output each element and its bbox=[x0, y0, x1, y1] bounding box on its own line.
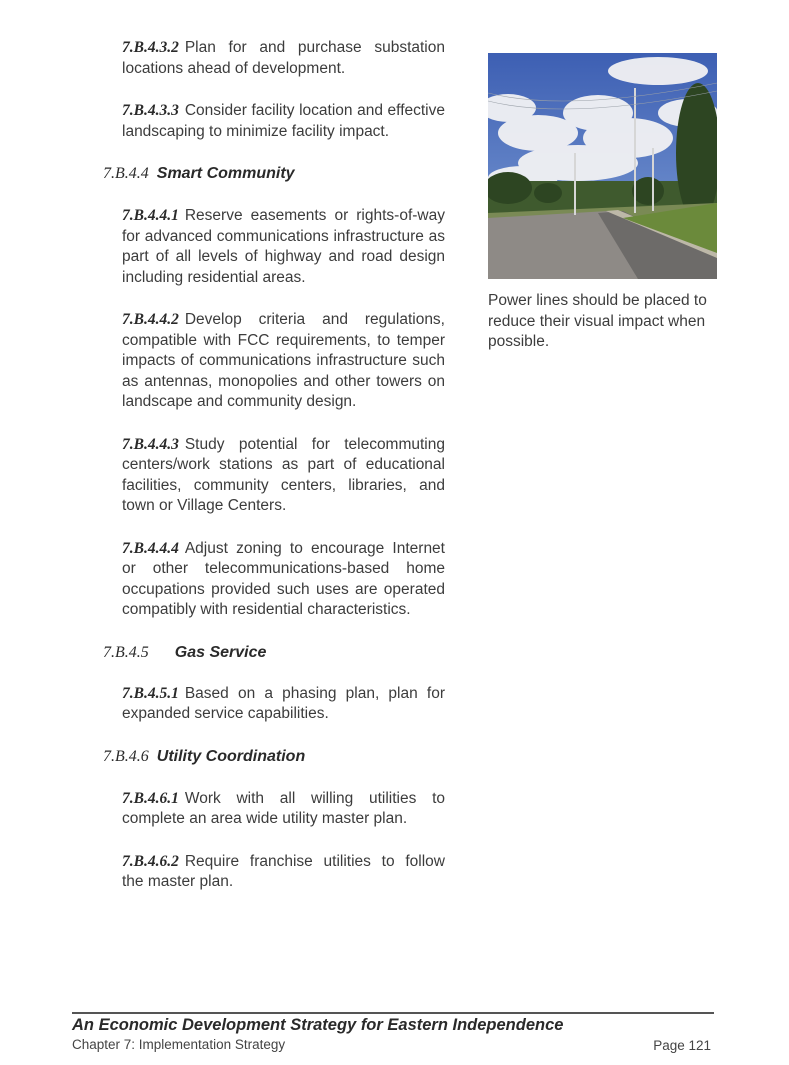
heading-utility-coordination bbox=[103, 748, 445, 766]
footer-divider bbox=[72, 1012, 714, 1014]
section-text: Based on a phasing plan, plan for expanded service capabilities. bbox=[122, 684, 445, 722]
heading-title: Utility Coordination bbox=[156, 747, 306, 765]
section-number: 7.B.4.3.3 bbox=[122, 102, 179, 119]
section-7-b-4-4-4 bbox=[122, 539, 445, 621]
section-7-b-4-6-1 bbox=[122, 789, 445, 830]
section-text: Consider facility location and effective landscaping to minimize facility impact. bbox=[122, 102, 445, 140]
street-scene-image bbox=[488, 53, 717, 279]
section-text: Study potential for telecommuting centers/work stations as part of educational facilities, community centers, libraries, and town or Village Centers. bbox=[122, 435, 445, 514]
section-number: 7.B.4.6.1 bbox=[122, 789, 179, 807]
footer-chapter: Chapter 7: Implementation Strategy bbox=[72, 1037, 286, 1052]
photo-caption: Power lines should be placed to reduce their visual impact when possible. bbox=[488, 292, 707, 350]
heading-number: 7.B.4.5 bbox=[103, 643, 149, 661]
heading-title: Smart Community bbox=[156, 165, 295, 182]
section-7-b-4-3-3 bbox=[122, 101, 445, 142]
section-7-b-4-6-2 bbox=[122, 852, 445, 893]
section-number: 7.B.4.4.1 bbox=[122, 207, 179, 224]
section-number: 7.B.4.4.4 bbox=[122, 539, 179, 557]
footer-document-title: An Economic Development Strategy for Eastern Independence bbox=[72, 1016, 564, 1034]
section-7-b-4-4-1 bbox=[122, 206, 445, 288]
heading-gas-service bbox=[103, 644, 445, 662]
section-number: 7.B.4.5.1 bbox=[122, 684, 179, 702]
section-text: Require franchise utilities to follow the master plan. bbox=[122, 852, 445, 890]
page-number: Page 121 bbox=[653, 1038, 711, 1053]
section-7-b-4-4-2 bbox=[122, 310, 445, 413]
section-number: 7.B.4.6.2 bbox=[122, 852, 179, 870]
heading-title: Gas Service bbox=[174, 643, 267, 661]
main-column bbox=[103, 38, 445, 893]
section-number: 7.B.4.3.2 bbox=[122, 39, 179, 56]
section-number: 7.B.4.4.2 bbox=[122, 311, 179, 328]
section-text: Reserve easements or rights-of-way for advanced communications infrastructure as part of all levels of highway and road design including residential areas. bbox=[122, 207, 445, 286]
section-text: Develop criteria and regulations, compatible with FCC requirements, to temper impacts of communications infrastructure such as antennas, monopolies and other towers on landscape and community design. bbox=[122, 311, 445, 410]
section-number: 7.B.4.4.3 bbox=[122, 435, 179, 453]
heading-smart-community bbox=[103, 165, 445, 183]
power-lines-photo bbox=[488, 53, 717, 279]
heading-number: 7.B.4.4 bbox=[103, 165, 149, 182]
section-7-b-4-5-1 bbox=[122, 684, 445, 725]
section-text: Adjust zoning to encourage Internet or other telecommunications-based home occupations provided such uses are operated compatibly with residential characteristics. bbox=[122, 539, 445, 618]
heading-number: 7.B.4.6 bbox=[103, 747, 149, 765]
section-7-b-4-4-3 bbox=[122, 435, 445, 517]
section-7-b-4-3-2 bbox=[122, 38, 445, 79]
section-text: Plan for and purchase substation locations ahead of development. bbox=[122, 39, 445, 77]
section-text: Work with all willing utilities to complete an area wide utility master plan. bbox=[122, 789, 445, 827]
